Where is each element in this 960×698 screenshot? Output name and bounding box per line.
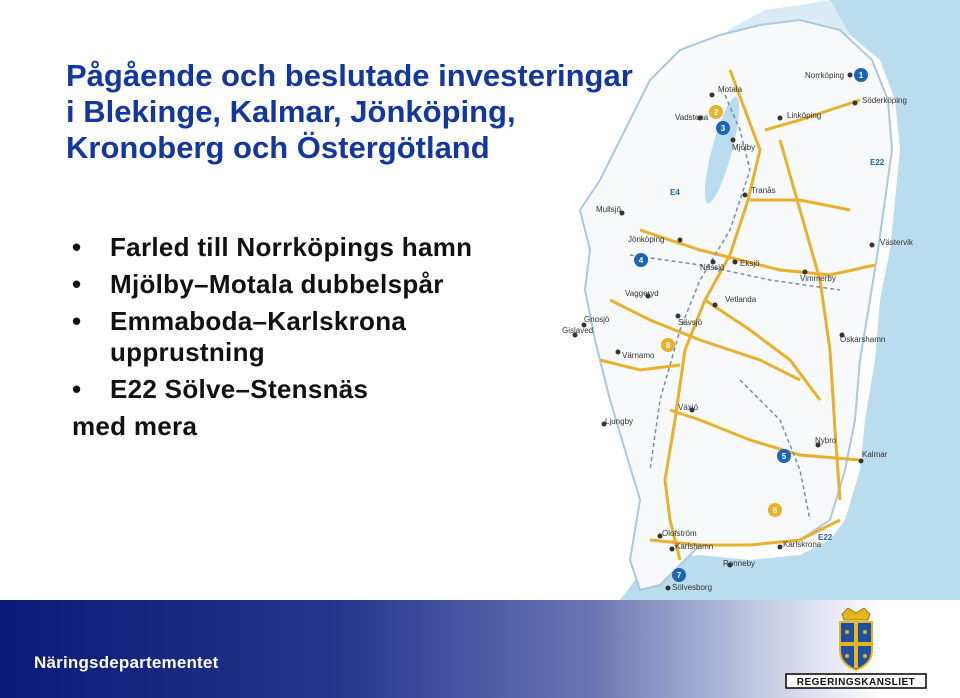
town-label: Oskarshamn — [840, 335, 886, 344]
footer-ministry-name: Näringsdepartementet — [34, 653, 219, 672]
town-label: Karlshamn — [675, 542, 714, 551]
bullet-list — [72, 232, 552, 442]
town-label: Sävsjö — [678, 318, 703, 327]
project-marker: 7 — [676, 571, 682, 580]
town-label: Västervik — [880, 238, 913, 247]
town-label: Gislaved — [562, 326, 594, 335]
bullet-item: • Emmaboda–Karlskrona upprustning — [72, 306, 440, 368]
town-label: Vaggeryd — [625, 289, 659, 298]
town-label: Växjö — [678, 403, 699, 412]
town-label: Sölvesborg — [672, 583, 713, 592]
bullet-item: • E22 Sölve–Stensnäs — [72, 374, 552, 405]
town-label: Norrköping — [805, 71, 845, 80]
town-label: Mullsjö — [596, 205, 621, 214]
town-label: Eksjö — [740, 259, 760, 268]
bullet-tail: med mera — [72, 411, 198, 441]
road-label: E22 — [818, 533, 833, 542]
town-label: Olofström — [662, 529, 697, 538]
town-label: Linköping — [787, 111, 822, 120]
crown-shield-icon — [840, 608, 872, 670]
project-marker: 5 — [781, 452, 787, 461]
project-marker: 2 — [713, 108, 719, 117]
town-label: Jönköping — [628, 235, 665, 244]
investment-map — [500, 0, 960, 600]
town-label: Karlskrona — [783, 540, 822, 549]
road-label: E22 — [870, 158, 885, 167]
town-label: Nässjö — [700, 263, 725, 272]
town-label: Ronneby — [723, 559, 756, 568]
town-label: Kalmar — [862, 450, 888, 459]
title-line-2: i Blekinge, Kalmar, Jönköping, — [66, 94, 516, 129]
town-label: Ljungby — [605, 417, 634, 426]
road-label: E4 — [670, 188, 680, 197]
regeringskansliet-logo — [784, 608, 928, 692]
town-label: Vadstena — [675, 113, 709, 122]
svg-text:REGERINGSKANSLIET: REGERINGSKANSLIET — [796, 677, 916, 688]
town-label: Tranås — [751, 186, 776, 195]
bullet-item: • Farled till Norrköpings hamn — [72, 232, 552, 263]
town-label: Motala — [718, 85, 743, 94]
project-marker: 6 — [772, 506, 778, 515]
title-line-1: Pågående och beslutade investeringar — [66, 58, 633, 93]
town-label: Vetlanda — [725, 295, 757, 304]
project-marker: 4 — [638, 256, 644, 265]
project-marker: 3 — [720, 124, 726, 133]
project-marker: 1 — [858, 71, 864, 80]
town-label: Vimmerby — [800, 274, 836, 283]
project-marker: 8 — [665, 341, 671, 350]
town-label: Söderköping — [862, 96, 907, 105]
town-label: Värnamo — [622, 351, 655, 360]
town-label: Mjölby — [732, 143, 756, 152]
town-label: Nybro — [815, 436, 837, 445]
town-label: Gnosjö — [584, 315, 610, 324]
title-line-3: Kronoberg och Östergötland — [66, 130, 490, 165]
bullet-item: • Mjölby–Motala dubbelspår — [72, 269, 552, 300]
